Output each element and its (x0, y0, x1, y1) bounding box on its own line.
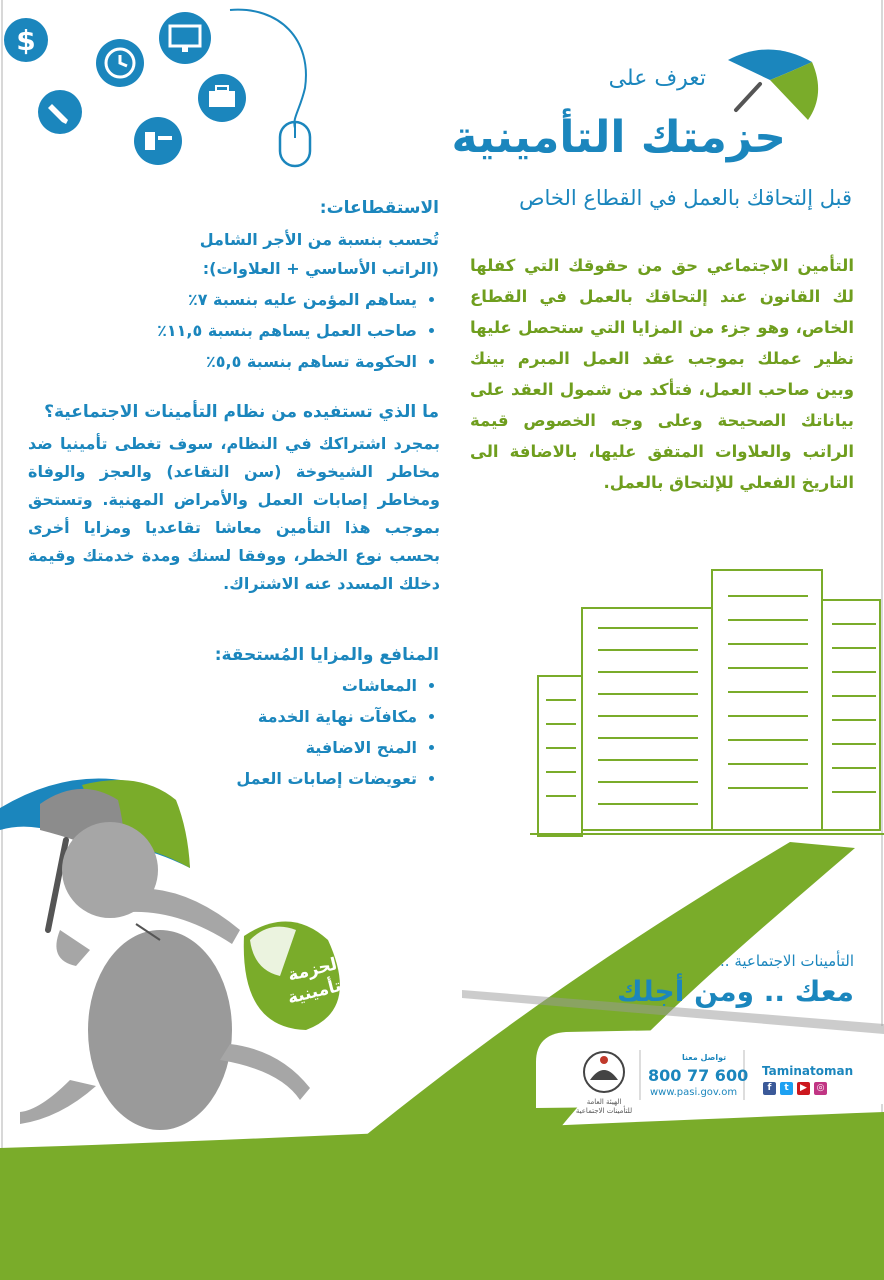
dollar-icon (4, 18, 48, 62)
building-illustration (530, 570, 884, 836)
list-item: • صاحب العمل يساهم بنسبة ١١,٥٪ (157, 315, 417, 346)
list-item: • تعويضات إصابات العمل (236, 763, 417, 794)
deductions-heading: الاستقطاعات: (319, 198, 439, 218)
briefcase-icon (198, 74, 246, 122)
list-item: • المعاشات (236, 670, 417, 701)
pen-icon (38, 90, 82, 134)
intro-paragraph: التأمين الاجتماعي حق من حقوقك التي كفلها لك القانون عند إلتحاقك بالعمل في القطاع الخاص، وهو جزء من المزايا التي ستحصل عليها نظير عملك بموجب عقد العمل المبرم بينك وبين صاحب العمل، فتأكد من شمول العقد على بياناتك الصحيحة وعلى وجه الخصوص قيمة الراتب والعلاوات المتفق عليها، بالاضافة الى التاريخ الفعلي للإلتحاق بالعمل. (470, 256, 854, 492)
list-item: • يساهم المؤمن عليه بنسبة ٧٪ (157, 284, 417, 315)
org-name: الهيئة العامة للتأمينات الاجتماعية (575, 1098, 633, 1115)
desk-icon (134, 117, 182, 165)
slogan-main: معك .. ومن أجلك (617, 975, 854, 1008)
list-item: • الحكومة تساهم بنسبة ٥,٥٪ (157, 346, 417, 377)
umbrella-logo-icon (728, 49, 818, 120)
social-handle: Taminatoman (762, 1064, 854, 1078)
bag-label: الحزمة التأمينية (285, 952, 356, 1009)
who-benefits-heading: ما الذي تستفيده من نظام التأمينات الاجتماعية؟ (44, 402, 439, 422)
svg-text:$: $ (16, 24, 36, 57)
page-subtitle: قبل إلتحاقك بالعمل في القطاع الخاص (519, 186, 852, 210)
deductions-line-2: (الراتب الأساسي + العلاوات): (202, 259, 439, 278)
page-title: حزمتك التأمينية (451, 112, 786, 163)
person-umbrella-illustration (0, 778, 340, 1130)
website-link[interactable]: www.pasi.gov.om (650, 1087, 738, 1098)
facebook-icon[interactable]: f (763, 1082, 776, 1095)
contact-label: تواصل معنا (682, 1053, 727, 1062)
clock-icon (96, 39, 144, 87)
list-item: • المنح الاضافية (236, 732, 417, 763)
deductions-list (157, 284, 439, 377)
header-kicker: تعرف على (608, 66, 706, 91)
who-benefits-paragraph: بمجرد اشتراكك في النظام، سوف تغطى تأمينيا ضد مخاطر الشيخوخة (سن التقاعد) والعجز والوفاة ومخاطر إصابات العمل والأمراض المهنية. وتستحق بموجب هذا التأمين معاشا تقاعديا ومزايا أخرى بحسب نوع الخطر، ووفقا لسنك ومدة خدمتك وقيمة دخلك المسدد عنه الاشتراك. (28, 434, 440, 593)
benefits-heading: المنافع والمزايا المُستحقة: (214, 645, 439, 665)
instagram-icon[interactable]: ◎ (814, 1082, 827, 1095)
twitter-icon[interactable]: t (780, 1082, 793, 1095)
benefits-list (236, 670, 439, 794)
phone-number[interactable]: 800 77 600 (648, 1066, 749, 1085)
list-item: • مكافآت نهاية الخدمة (236, 701, 417, 732)
youtube-icon[interactable]: ▶ (797, 1082, 810, 1095)
slogan-top: التأمينات الاجتماعية .. (720, 952, 854, 970)
monitor-icon (159, 12, 211, 64)
deductions-line-1: تُحسب بنسبة من الأجر الشامل (199, 230, 439, 249)
green-ground (0, 1112, 884, 1280)
